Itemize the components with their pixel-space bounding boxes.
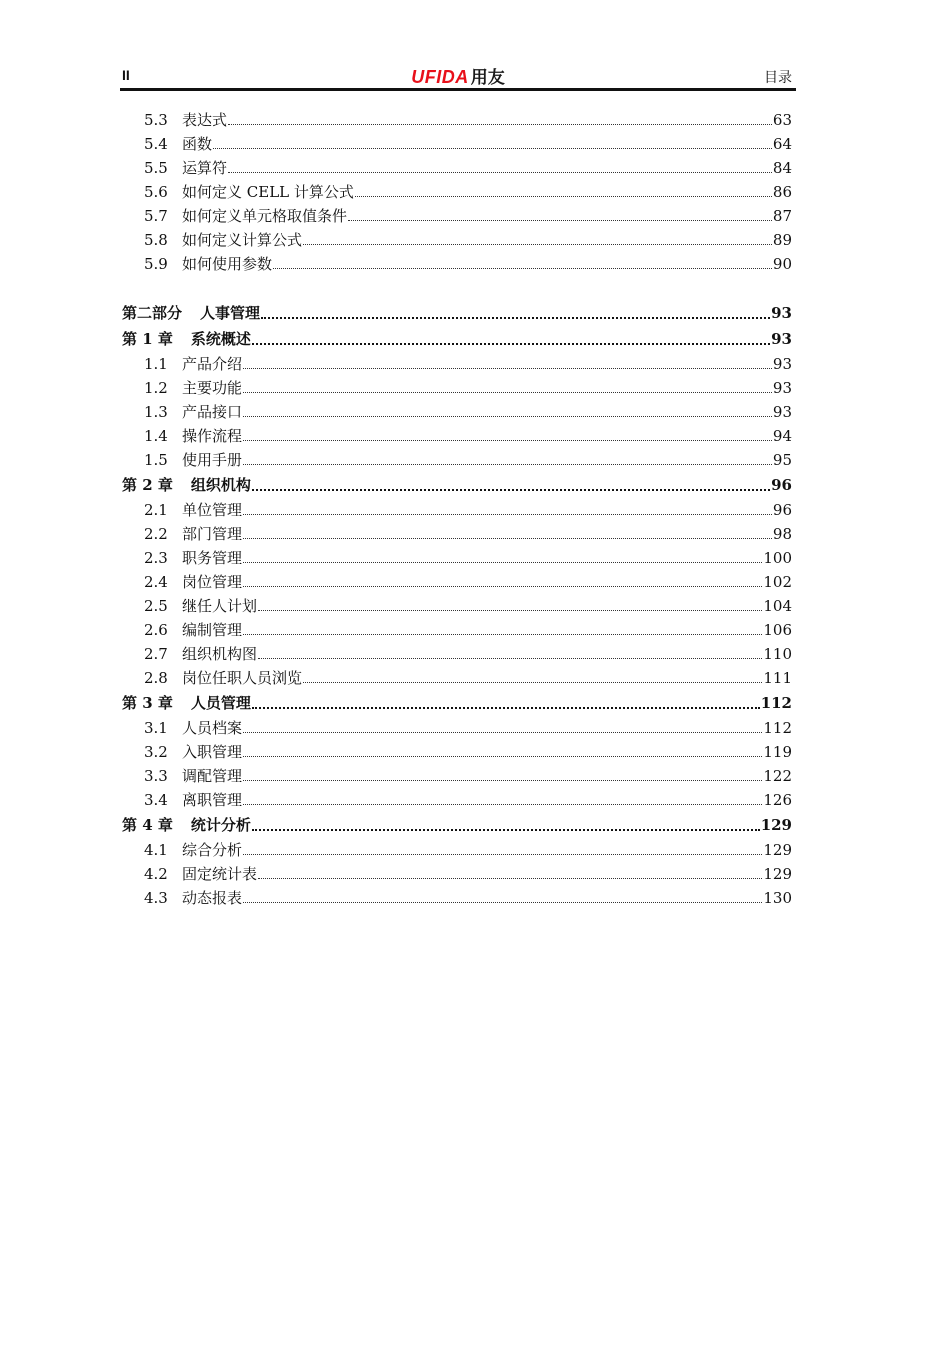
toc-entry-number: 5.6 <box>144 183 168 201</box>
toc-entry-title: 人事管理 <box>200 304 261 322</box>
section-title: 目录 <box>764 70 792 86</box>
toc-dot-leader <box>303 682 762 683</box>
toc-entry-page: 87 <box>772 207 792 225</box>
toc-entry-title: 产品介绍 <box>182 355 243 373</box>
toc-entry-number: 1.3 <box>144 403 168 421</box>
toc-entry-title: 如何定义单元格取值条件 <box>182 207 348 225</box>
toc-section-entry[interactable] <box>122 352 792 376</box>
toc-dot-leader <box>243 804 762 805</box>
toc-entry-page: 93 <box>772 379 792 397</box>
toc-entry-title: 人员管理 <box>190 694 251 712</box>
toc-entry-title: 入职管理 <box>182 743 243 761</box>
toc-entry-number: 1.2 <box>144 379 168 397</box>
toc-entry-number: 第 4 章 <box>122 816 173 834</box>
toc-dot-leader <box>252 343 770 345</box>
toc-section-entry[interactable] <box>122 400 792 424</box>
toc-entry-title: 综合分析 <box>182 841 243 859</box>
toc-entry-page: 98 <box>772 525 792 543</box>
toc-entry-title: 操作流程 <box>182 427 243 445</box>
toc-entry-number: 5.3 <box>144 111 168 129</box>
toc-entry-title: 表达式 <box>182 111 228 129</box>
toc-entry-number: 4.1 <box>144 841 168 859</box>
toc-entry-title: 组织机构图 <box>182 645 258 663</box>
toc-entry-page: 129 <box>760 816 792 834</box>
toc-entry-number: 1.1 <box>144 355 168 373</box>
toc-dot-leader <box>243 538 772 539</box>
toc-entry-number: 5.8 <box>144 231 168 249</box>
toc-entry-title: 产品接口 <box>182 403 243 421</box>
toc-entry-page: 112 <box>760 694 792 712</box>
toc-section-entry[interactable] <box>122 788 792 812</box>
toc-entry-title: 岗位任职人员浏览 <box>182 669 303 687</box>
toc-dot-leader <box>258 878 762 879</box>
toc-entry-page: 93 <box>772 355 792 373</box>
toc-entry-number: 2.1 <box>144 501 168 519</box>
toc-dot-leader <box>243 368 772 369</box>
toc-entry-number: 2.6 <box>144 621 168 639</box>
toc-entry-number: 第二部分 <box>122 304 183 322</box>
toc-entry-title: 单位管理 <box>182 501 243 519</box>
toc-section-entry[interactable] <box>122 546 792 570</box>
toc-entry-number: 3.2 <box>144 743 168 761</box>
header-rule <box>120 88 796 91</box>
toc-entry-title: 系统概述 <box>190 330 251 348</box>
toc-section-entry[interactable] <box>122 886 792 910</box>
toc-dot-leader <box>243 562 762 563</box>
toc-section-entry[interactable] <box>122 862 792 886</box>
page-header <box>120 62 796 88</box>
toc-entry-number: 3.4 <box>144 791 168 809</box>
toc-section-entry[interactable] <box>122 252 792 276</box>
toc-dot-leader <box>228 124 772 125</box>
toc-section-entry[interactable] <box>122 424 792 448</box>
logo-brand-text: UFIDA <box>411 67 469 87</box>
toc-entry-number: 第 2 章 <box>122 476 173 494</box>
toc-entry-page: 104 <box>763 597 792 615</box>
toc-dot-leader <box>243 514 772 515</box>
toc-entry-title: 职务管理 <box>182 549 243 567</box>
toc-entry-title: 动态报表 <box>182 889 243 907</box>
toc-entry-title: 组织机构 <box>190 476 251 494</box>
toc-section-entry[interactable] <box>122 838 792 862</box>
toc-entry-title: 调配管理 <box>182 767 243 785</box>
toc-entry-page: 106 <box>763 621 792 639</box>
toc-dot-leader <box>261 317 770 319</box>
toc-section-entry[interactable] <box>122 180 792 204</box>
toc-dot-leader <box>258 658 762 659</box>
toc-entry-title: 如何定义计算公式 <box>182 231 303 249</box>
toc-chapter-entry[interactable] <box>122 690 792 716</box>
page-number-label: II <box>122 67 130 83</box>
toc-dot-leader <box>243 416 772 417</box>
toc-entry-number: 2.4 <box>144 573 168 591</box>
toc-chapter-entry[interactable] <box>122 326 792 352</box>
toc-entry-page: 119 <box>763 743 792 761</box>
table-of-contents <box>122 108 792 910</box>
toc-dot-leader <box>273 268 772 269</box>
toc-section-entry[interactable] <box>122 522 792 546</box>
toc-entry-title: 部门管理 <box>182 525 243 543</box>
toc-entry-number: 第 1 章 <box>122 330 173 348</box>
toc-entry-title: 人员档案 <box>182 719 243 737</box>
toc-entry-title: 继任人计划 <box>182 597 258 615</box>
toc-section-entry[interactable] <box>122 204 792 228</box>
toc-section-entry[interactable] <box>122 594 792 618</box>
toc-dot-leader <box>243 634 762 635</box>
toc-dot-leader <box>252 707 760 709</box>
toc-entry-number: 2.7 <box>144 645 168 663</box>
toc-dot-leader <box>258 610 762 611</box>
toc-entry-page: 93 <box>771 330 792 348</box>
toc-entry-page: 100 <box>763 549 792 567</box>
toc-entry-title: 固定统计表 <box>182 865 258 883</box>
toc-chapter-entry[interactable] <box>122 472 792 498</box>
toc-section-entry[interactable] <box>122 764 792 788</box>
toc-entry-number: 3.1 <box>144 719 168 737</box>
toc-dot-leader <box>243 464 772 465</box>
toc-entry-number: 5.9 <box>144 255 168 273</box>
toc-dot-leader <box>348 220 772 221</box>
toc-entry-title: 运算符 <box>182 159 228 177</box>
toc-entry-page: 93 <box>772 403 792 421</box>
toc-entry-page: 126 <box>763 791 792 809</box>
toc-entry-number: 1.4 <box>144 427 168 445</box>
toc-dot-leader <box>243 440 772 441</box>
toc-section-entry[interactable] <box>122 376 792 400</box>
toc-entry-page: 122 <box>763 767 792 785</box>
toc-entry-number: 2.8 <box>144 669 168 687</box>
toc-entry-page: 111 <box>763 669 792 687</box>
toc-dot-leader <box>243 732 762 733</box>
toc-entry-page: 93 <box>771 304 792 322</box>
logo-chinese-text: 用友 <box>470 68 505 88</box>
toc-section-entry[interactable] <box>122 618 792 642</box>
toc-entry-number: 2.3 <box>144 549 168 567</box>
toc-dot-leader <box>243 902 762 903</box>
toc-entry-page: 84 <box>772 159 792 177</box>
toc-entry-number: 2.5 <box>144 597 168 615</box>
ufida-logo <box>120 63 796 88</box>
toc-entry-page: 95 <box>772 451 792 469</box>
toc-entry-number: 5.5 <box>144 159 168 177</box>
toc-section-entry[interactable] <box>122 642 792 666</box>
toc-section-entry[interactable] <box>122 228 792 252</box>
toc-section-entry[interactable] <box>122 108 792 132</box>
toc-entry-number: 第 3 章 <box>122 694 173 712</box>
toc-dot-leader <box>243 780 762 781</box>
toc-entry-number: 3.3 <box>144 767 168 785</box>
toc-section-entry[interactable] <box>122 666 792 690</box>
toc-dot-leader <box>213 148 772 149</box>
toc-entry-page: 110 <box>763 645 792 663</box>
toc-entry-page: 96 <box>772 501 792 519</box>
toc-entry-title: 如何定义 CELL 计算公式 <box>182 183 354 201</box>
toc-entry-page: 129 <box>763 865 792 883</box>
toc-section-entry[interactable] <box>122 156 792 180</box>
toc-dot-leader <box>228 172 772 173</box>
toc-entry-title: 编制管理 <box>182 621 243 639</box>
toc-section-entry[interactable] <box>122 498 792 522</box>
toc-dot-leader <box>243 392 772 393</box>
toc-entry-title: 使用手册 <box>182 451 243 469</box>
toc-entry-number: 4.3 <box>144 889 168 907</box>
toc-entry-page: 130 <box>763 889 792 907</box>
toc-entry-number: 5.7 <box>144 207 168 225</box>
toc-section-entry[interactable] <box>122 570 792 594</box>
toc-entry-title: 统计分析 <box>190 816 251 834</box>
toc-entry-title: 函数 <box>182 135 213 153</box>
toc-chapter-entry[interactable] <box>122 812 792 838</box>
toc-entry-page: 129 <box>763 841 792 859</box>
toc-entry-page: 94 <box>772 427 792 445</box>
toc-section-entry[interactable] <box>122 448 792 472</box>
toc-entry-page: 90 <box>772 255 792 273</box>
toc-entry-title: 岗位管理 <box>182 573 243 591</box>
toc-entry-number: 4.2 <box>144 865 168 883</box>
toc-entry-title: 主要功能 <box>182 379 243 397</box>
toc-dot-leader <box>252 829 760 831</box>
toc-entry-page: 112 <box>763 719 792 737</box>
toc-section-entry[interactable] <box>122 132 792 156</box>
toc-dot-leader <box>243 756 762 757</box>
toc-dot-leader <box>252 489 770 491</box>
toc-dot-leader <box>355 196 772 197</box>
toc-entry-number: 2.2 <box>144 525 168 543</box>
toc-entry-number: 5.4 <box>144 135 168 153</box>
toc-entry-title: 如何使用参数 <box>182 255 273 273</box>
toc-dot-leader <box>243 586 762 587</box>
toc-chapter-entry[interactable] <box>122 300 792 326</box>
toc-entry-page: 89 <box>772 231 792 249</box>
toc-entry-page: 63 <box>772 111 792 129</box>
toc-entry-number: 1.5 <box>144 451 168 469</box>
toc-dot-leader <box>243 854 762 855</box>
toc-entry-page: 86 <box>772 183 792 201</box>
toc-entry-page: 102 <box>763 573 792 591</box>
toc-section-entry[interactable] <box>122 740 792 764</box>
toc-section-entry[interactable] <box>122 716 792 740</box>
toc-entry-page: 96 <box>771 476 792 494</box>
toc-entry-page: 64 <box>772 135 792 153</box>
toc-entry-title: 离职管理 <box>182 791 243 809</box>
toc-dot-leader <box>303 244 772 245</box>
